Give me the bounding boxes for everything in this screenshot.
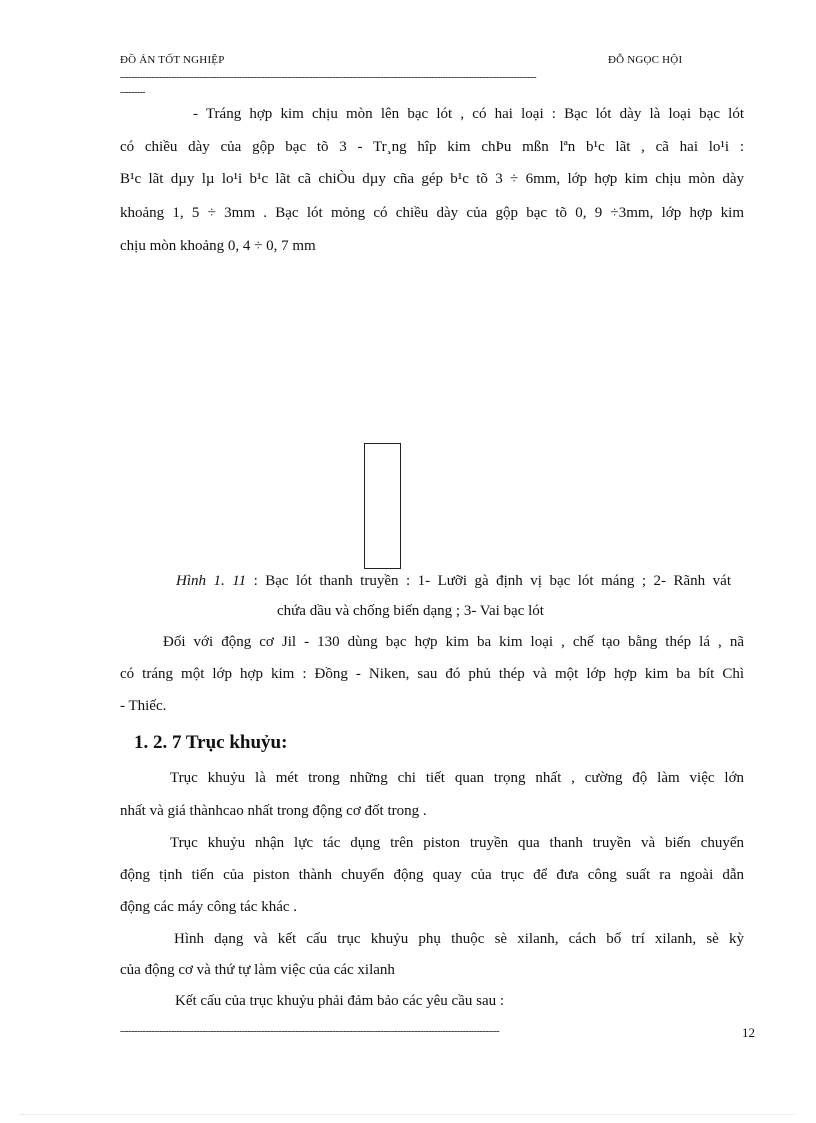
header-left-title: ĐỒ ÁN TỐT NGHIỆP (120, 54, 225, 66)
header-right-title: ĐỖ NGỌC HỘI (608, 54, 683, 66)
header-rule-tail: --------- (120, 87, 146, 98)
zil-line-2: có tráng một lớp hợp kim : Đồng - Niken, sau đó phủ thép và một lớp hợp kim ba bít Chì (120, 666, 744, 682)
figure-caption-text: : Bạc lót thanh truyền : 1- Lưỡi gà định vị bạc lót máng ; 2- Rãnh vát (246, 573, 731, 589)
body-p2-line-3: động các máy công tác khác . (120, 899, 298, 915)
body-p4-line-1: Kết cấu của trục khuỷu phải đảm bảo các yêu cầu sau : (175, 993, 505, 1009)
intro-line-4: khoảng 1, 5 ÷ 3mm . Bạc lót mỏng có chiều dày của gộp bạc tõ 0, 9 ÷3mm, lớp hợp kim (120, 205, 744, 221)
figure-caption-line-1 (176, 571, 731, 591)
figure-caption-line-2: chứa dầu và chống biến dạng ; 3- Vai bạc lót (277, 603, 544, 619)
body-p3-line-2: của động cơ và thứ tự làm việc của các xilanh (120, 962, 395, 978)
intro-line-3: B¹c lãt dµy lµ lo¹i b¹c lãt cã chiÒu dµy cña gép b¹c tõ 3 ÷ 6mm, lớp hợp kim chịu mòn dày (120, 171, 744, 187)
body-p2-line-2: động tịnh tiến của piston thành chuyển động quay của trục để đưa công suất ra ngoài dẫn (120, 867, 744, 883)
intro-line-1: - Tráng hợp kim chịu mòn lên bạc lót , có hai loại : Bạc lót dày là loại bạc lót (193, 106, 744, 122)
intro-line-2: có chiều dày của gộp bạc tõ 3 - Tr¸ng hîp kim chÞu mßn lªn b¹c lãt , cã hai lo¹i : (120, 139, 744, 155)
zil-line-1: Đối với động cơ Jil - 130 dùng bạc hợp kim ba kim loại , chế tạo bằng thép lá , nã (163, 634, 744, 650)
zil-line-3: - Thiếc. (120, 698, 167, 714)
page-bottom-border (20, 1114, 796, 1115)
figure-label: Hình 1. 11 (176, 573, 247, 589)
section-heading: 1. 2. 7 Trục khuỷu: (134, 732, 288, 753)
figure-image-frame (364, 443, 401, 569)
page-number: 12 (742, 1025, 755, 1040)
body-p3-line-1: Hình dạng và kết cấu trục khuỷu phụ thuộc sè xilanh, cách bố trí xilanh, sè kỳ (174, 931, 744, 947)
intro-line-5: chịu mòn khoảng 0, 4 ÷ 0, 7 mm (120, 238, 316, 254)
footer-rule: -------------------------------------------------------------------------------------------------------------------------------------- (120, 1026, 500, 1037)
body-p1-line-2: nhất và giá thànhcao nhất trong động cơ đốt trong . (120, 803, 427, 819)
body-p1-line-1: Trục khuỷu là mét trong những chi tiết quan trọng nhất , cường độ làm việc lớn (170, 770, 744, 786)
header-rule: --------------------------------------------------------------------------------------------------------------------------------------------------- (120, 72, 537, 83)
body-p2-line-1: Trục khuỷu nhận lực tác dụng trên piston truyền qua thanh truyền và biến chuyển (170, 835, 744, 851)
